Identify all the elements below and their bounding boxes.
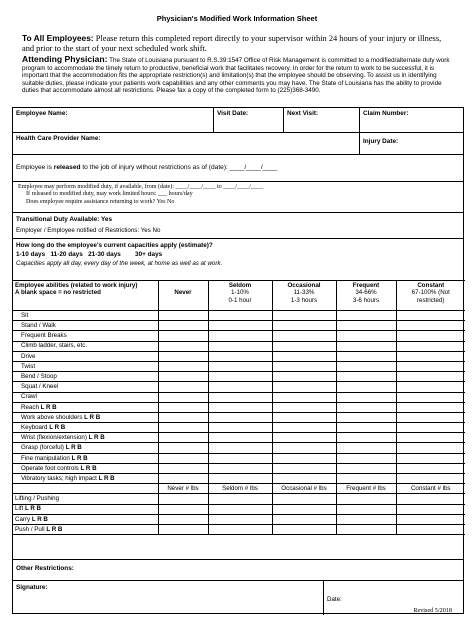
- ability-label: Work above shoulders L R B: [13, 412, 158, 422]
- ability-cell[interactable]: [396, 331, 465, 341]
- lift-cell[interactable]: [396, 504, 465, 514]
- ability-cell[interactable]: [396, 453, 465, 463]
- ability-cell[interactable]: [336, 321, 396, 331]
- ability-cell[interactable]: [336, 351, 396, 361]
- ability-row: [13, 331, 465, 341]
- lift-cell[interactable]: [396, 524, 465, 534]
- ability-row: [13, 463, 465, 473]
- col-never: Never: [158, 281, 208, 311]
- lift-cell[interactable]: [208, 514, 272, 524]
- ability-cell[interactable]: [272, 433, 336, 443]
- lift-cell[interactable]: [208, 504, 272, 514]
- next-visit-label: Next Visit:: [287, 110, 319, 117]
- lift-cell[interactable]: [158, 514, 208, 524]
- never-lbs-label: Never # lbs: [158, 484, 208, 494]
- provider-name-field[interactable]: [13, 133, 359, 154]
- ability-cell[interactable]: [208, 331, 272, 341]
- abilities-table: [13, 280, 465, 535]
- ability-cell[interactable]: [396, 351, 465, 361]
- ability-label: Fine manipulation L R B: [13, 453, 158, 463]
- lift-label: Carry L R B: [13, 514, 158, 524]
- ability-row: [13, 474, 465, 484]
- ability-cell[interactable]: [272, 423, 336, 433]
- transitional-duty[interactable]: Transitional Duty Available: Yes: [16, 216, 113, 223]
- lift-cell[interactable]: [336, 524, 396, 534]
- capacity-options[interactable]: 1-10 days 11-20 days 21-30 days 30+ days: [16, 250, 163, 258]
- constant-lbs-label: Constant # lbs: [396, 484, 465, 494]
- ability-cell[interactable]: [396, 443, 465, 453]
- ability-cell[interactable]: [208, 392, 272, 402]
- ability-cell[interactable]: [272, 361, 336, 371]
- provider-row: [13, 132, 463, 154]
- capacity-question: How long do the employee's current capacities apply (estimate)?: [16, 242, 213, 249]
- intro-physician-label: Attending Physician:: [22, 54, 108, 64]
- ability-label: Reach L R B: [13, 402, 158, 412]
- intro-physician: [22, 54, 454, 95]
- intro-physician-text: The State of Louisiana pursuant to R.S.39:1547 Office of Risk Management is committed to a modified/alternate duty work program to accommodate the timely return to productive, beneficial work that facilitates recovery. In order for the return to work to be successful, it is important that the accommodation fits the appropriate restriction(s) and limitation(s) that the employee should be observing. To assist us in identifying suitable duties, please indicate your patients work capabilities and any other comments you may have. The State of Louisiana has the ability to provide duties that accommodate almost all restrictions. Please fax a copy of the completed form to (225)368-3490.: [22, 57, 450, 95]
- ability-cell[interactable]: [158, 443, 208, 453]
- lift-row: [13, 494, 465, 504]
- ability-cell[interactable]: [208, 372, 272, 382]
- other-restrictions-label: Other Restrictions:: [16, 565, 74, 572]
- ability-cell[interactable]: [336, 433, 396, 443]
- lift-label: Push / Pull L R B: [13, 524, 158, 534]
- col-seldom: Seldom 1-10% 0-1 hour: [208, 281, 272, 311]
- capacity-row: [13, 238, 463, 280]
- ability-row: [13, 392, 465, 402]
- ability-row: [13, 443, 465, 453]
- ability-cell[interactable]: [158, 361, 208, 371]
- ability-label: Bend / Stoop: [13, 372, 158, 382]
- ability-cell[interactable]: [208, 423, 272, 433]
- ability-cell[interactable]: [396, 382, 465, 392]
- capacity-note: Capacities apply all day, every day of the week, at home as well as at work.: [16, 260, 223, 268]
- ability-cell[interactable]: [158, 463, 208, 473]
- ability-cell[interactable]: [208, 412, 272, 422]
- ability-cell[interactable]: [336, 341, 396, 351]
- ability-cell[interactable]: [158, 474, 208, 484]
- ability-cell[interactable]: [272, 331, 336, 341]
- ability-cell[interactable]: [336, 311, 396, 321]
- ability-cell[interactable]: [336, 331, 396, 341]
- ability-cell[interactable]: [272, 382, 336, 392]
- next-visit-field[interactable]: [283, 108, 359, 132]
- ability-cell[interactable]: [158, 433, 208, 443]
- released-statement[interactable]: [13, 155, 465, 181]
- ability-cell[interactable]: [396, 474, 465, 484]
- lift-cell[interactable]: [272, 504, 336, 514]
- ability-cell[interactable]: [208, 321, 272, 331]
- ability-cell[interactable]: [158, 392, 208, 402]
- ability-cell[interactable]: [272, 453, 336, 463]
- claim-number-label: Claim Number:: [363, 110, 409, 117]
- ability-cell[interactable]: [208, 463, 272, 473]
- intro-employees-label: To All Employees:: [22, 33, 94, 43]
- ability-cell[interactable]: [272, 341, 336, 351]
- ability-label: Stand / Walk: [13, 321, 158, 331]
- lift-row: [13, 524, 465, 534]
- lift-cell[interactable]: [158, 504, 208, 514]
- ability-row: [13, 382, 465, 392]
- return-assistance-question[interactable]: Does employee require assistance returning to work? Yes No: [26, 198, 175, 205]
- col-occasional: Occasional 11-33% 1-3 hours: [272, 281, 336, 311]
- lift-label: Lift L R B: [13, 504, 158, 514]
- ability-row: [13, 321, 465, 331]
- lbs-header-row: [13, 484, 465, 494]
- released-bold: released: [53, 164, 81, 171]
- ability-cell[interactable]: [272, 372, 336, 382]
- released-row: [13, 154, 463, 181]
- modified-duty-hours[interactable]: If released to modified duty, may work limited hours: ___ hours/day: [26, 191, 193, 198]
- ability-label: Squat / Kneel: [13, 382, 158, 392]
- other-restrictions-field[interactable]: [13, 560, 465, 580]
- ability-row: [13, 433, 465, 443]
- signature-field[interactable]: [13, 581, 323, 615]
- signature-row: [13, 580, 463, 615]
- abilities-header-note: A blank space = no restricted: [15, 289, 101, 297]
- ability-cell[interactable]: [272, 463, 336, 473]
- signature-label: Signature:: [16, 584, 48, 591]
- lift-cell[interactable]: [208, 494, 272, 504]
- abilities-header-title: Employee abilities (related to work injury): [15, 282, 138, 289]
- ability-cell[interactable]: [336, 412, 396, 422]
- signature-date-label: Date:: [327, 596, 342, 603]
- intro-employees: [22, 33, 454, 55]
- ability-cell[interactable]: [208, 311, 272, 321]
- lift-cell[interactable]: [336, 504, 396, 514]
- ability-cell[interactable]: [336, 372, 396, 382]
- ability-cell[interactable]: [272, 321, 336, 331]
- ability-row: [13, 311, 465, 321]
- ability-label: Wrist (flexion/extension) L R B: [13, 433, 158, 443]
- restrictions-notified[interactable]: Employer / Employee notified of Restrictions: Yes No: [16, 226, 161, 234]
- ability-cell[interactable]: [396, 311, 465, 321]
- ability-cell[interactable]: [396, 412, 465, 422]
- ability-cell[interactable]: [208, 433, 272, 443]
- occasional-lbs-label: Occasional # lbs: [272, 484, 336, 494]
- ability-cell[interactable]: [396, 392, 465, 402]
- ability-cell[interactable]: [158, 372, 208, 382]
- ability-cell[interactable]: [158, 382, 208, 392]
- ability-cell[interactable]: [208, 443, 272, 453]
- injury-date-field[interactable]: [359, 133, 465, 154]
- abilities-header-row: [13, 281, 465, 311]
- lift-cell[interactable]: [272, 524, 336, 534]
- ability-cell[interactable]: [336, 463, 396, 473]
- lift-cell[interactable]: [208, 524, 272, 534]
- ability-cell[interactable]: [396, 402, 465, 412]
- ability-cell[interactable]: [396, 321, 465, 331]
- ability-cell[interactable]: [158, 321, 208, 331]
- ability-cell[interactable]: [396, 423, 465, 433]
- ability-cell[interactable]: [208, 402, 272, 412]
- ability-cell[interactable]: [208, 361, 272, 371]
- ability-cell[interactable]: [336, 361, 396, 371]
- ability-cell[interactable]: [158, 402, 208, 412]
- ability-cell[interactable]: [336, 392, 396, 402]
- lift-cell[interactable]: [336, 514, 396, 524]
- ability-cell[interactable]: [336, 474, 396, 484]
- employee-name-label: Employee Name:: [16, 110, 68, 117]
- ability-label: Drive: [13, 351, 158, 361]
- ability-cell[interactable]: [272, 412, 336, 422]
- claim-number-field[interactable]: [359, 108, 465, 132]
- ability-label: Vibratory tasks; high impact L R B: [13, 474, 158, 484]
- released-post: to the job of injury without restrictions as of (date): ____/____/____: [80, 164, 278, 171]
- col-constant: Constant 67-100% (Not restricted): [396, 281, 465, 311]
- ability-cell[interactable]: [336, 453, 396, 463]
- ability-cell[interactable]: [158, 331, 208, 341]
- employee-name-field[interactable]: [13, 108, 213, 132]
- modified-duty-row: [13, 181, 463, 212]
- ability-cell[interactable]: [396, 372, 465, 382]
- page-title: Physician's Modified Work Information Sheet: [156, 14, 318, 23]
- ability-cell[interactable]: [396, 341, 465, 351]
- ability-cell[interactable]: [336, 382, 396, 392]
- ability-cell[interactable]: [396, 463, 465, 473]
- ability-cell[interactable]: [396, 361, 465, 371]
- ability-cell[interactable]: [208, 474, 272, 484]
- ability-row: [13, 372, 465, 382]
- ability-cell[interactable]: [158, 423, 208, 433]
- ability-row: [13, 412, 465, 422]
- revision-note: Revised 5/2018: [413, 607, 452, 614]
- ability-row: [13, 453, 465, 463]
- ability-cell[interactable]: [208, 453, 272, 463]
- visit-date-label: Visit Date:: [217, 110, 249, 117]
- ability-cell[interactable]: [272, 351, 336, 361]
- ability-cell[interactable]: [158, 351, 208, 361]
- ability-cell[interactable]: [336, 423, 396, 433]
- ability-cell[interactable]: [272, 402, 336, 412]
- injury-date-label: Injury Date:: [363, 138, 399, 145]
- lift-label: Lifting / Pushing: [13, 494, 158, 504]
- ability-cell[interactable]: [272, 392, 336, 402]
- lift-cell[interactable]: [396, 514, 465, 524]
- ability-cell[interactable]: [158, 412, 208, 422]
- ability-cell[interactable]: [208, 351, 272, 361]
- intro-employees-text: Please return this completed report directly to your supervisor within 24 hours of your injury or illness, and prior to the start of your next scheduled work shift.: [22, 34, 442, 54]
- released-pre: Employee is: [16, 164, 54, 171]
- ability-label: Sit: [13, 311, 158, 321]
- ability-row: [13, 361, 465, 371]
- ability-cell[interactable]: [158, 453, 208, 463]
- lift-cell[interactable]: [396, 494, 465, 504]
- ability-row: [13, 351, 465, 361]
- ability-label: Grasp (forceful) L R B: [13, 443, 158, 453]
- ability-cell[interactable]: [208, 382, 272, 392]
- ability-label: Twist: [13, 361, 158, 371]
- ability-cell[interactable]: [396, 433, 465, 443]
- visit-date-field[interactable]: [213, 108, 283, 132]
- other-restrictions-row: [13, 559, 463, 580]
- ability-label: Keyboard L R B: [13, 423, 158, 433]
- col-frequent: Frequent 34-66% 3-6 hours: [336, 281, 396, 311]
- frequent-lbs-label: Frequent # lbs: [336, 484, 396, 494]
- ability-cell[interactable]: [272, 311, 336, 321]
- lift-row: [13, 514, 465, 524]
- transitional-row: [13, 212, 463, 238]
- ability-cell[interactable]: [272, 474, 336, 484]
- work-info-form: [12, 107, 464, 614]
- employee-info-row: [13, 108, 463, 132]
- ability-row: [13, 341, 465, 351]
- ability-cell[interactable]: [336, 402, 396, 412]
- ability-label: Crawl: [13, 392, 158, 402]
- ability-cell[interactable]: [208, 341, 272, 351]
- lift-row: [13, 504, 465, 514]
- ability-cell[interactable]: [336, 443, 396, 453]
- ability-row: [13, 402, 465, 412]
- lift-cell[interactable]: [158, 494, 208, 504]
- lift-cell[interactable]: [272, 494, 336, 504]
- ability-cell[interactable]: [158, 341, 208, 351]
- lift-cell[interactable]: [272, 514, 336, 524]
- ability-label: Frequent Breaks: [13, 331, 158, 341]
- provider-name-label: Health Care Provider Name:: [16, 135, 101, 142]
- ability-label: Operate foot controls L R B: [13, 463, 158, 473]
- ability-cell[interactable]: [272, 443, 336, 453]
- seldom-lbs-label: Seldom # lbs: [208, 484, 272, 494]
- lift-cell[interactable]: [336, 494, 396, 504]
- ability-row: [13, 423, 465, 433]
- modified-duty-dates[interactable]: Employee may perform modified duty, if available, from (date): ____/____/____ to ____/____/____: [18, 184, 264, 190]
- ability-cell[interactable]: [158, 311, 208, 321]
- lift-cell[interactable]: [158, 524, 208, 534]
- ability-label: Climb ladder, stairs, etc.: [13, 341, 158, 351]
